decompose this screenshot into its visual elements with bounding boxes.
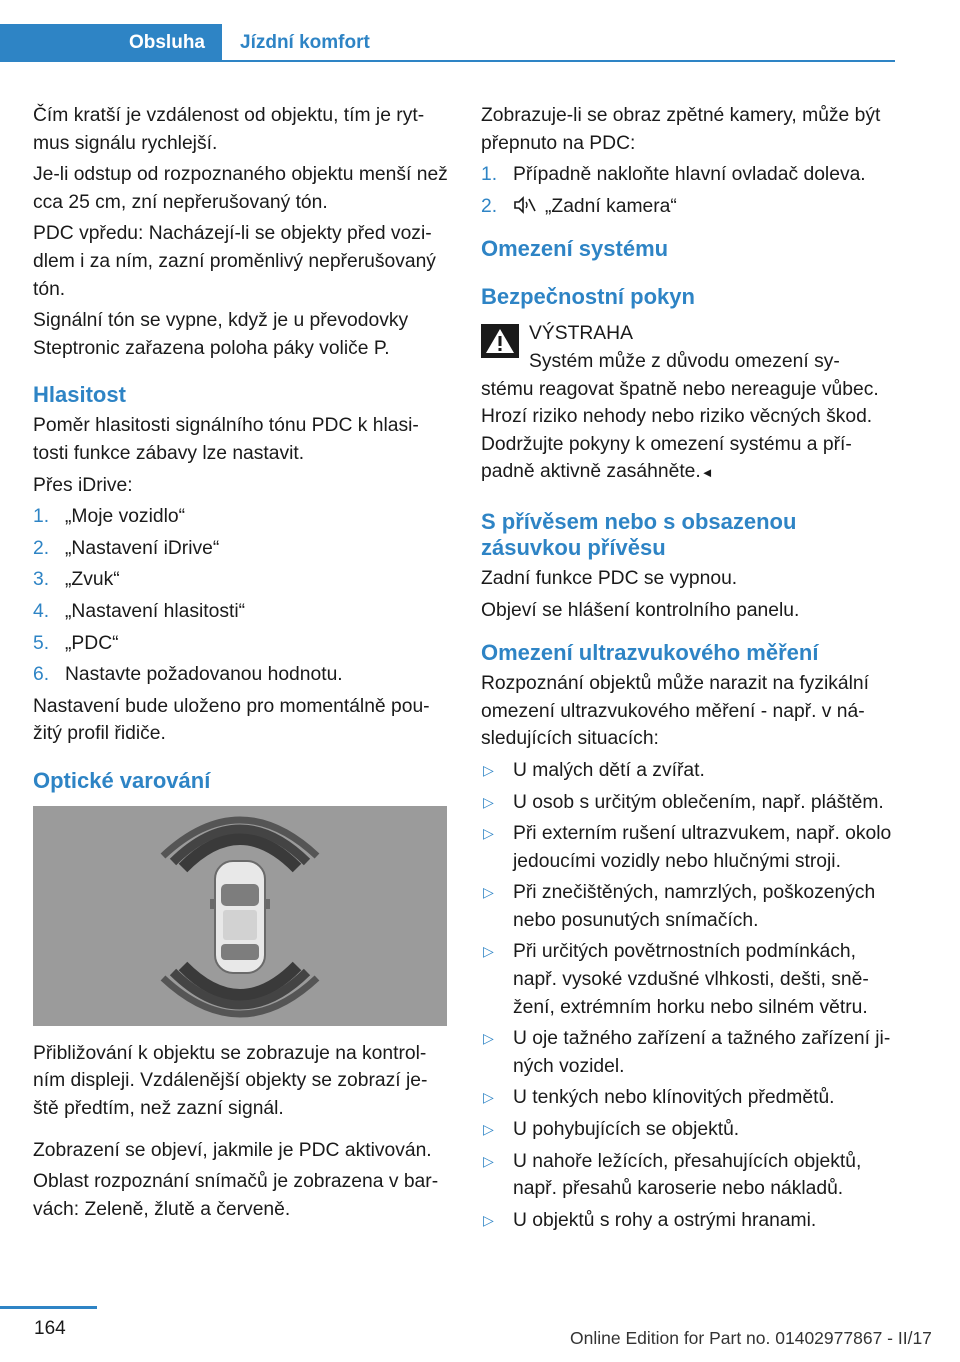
- limitations-list: [481, 757, 897, 1235]
- bullet-marker: ▷: [483, 761, 494, 778]
- list-item: [33, 630, 449, 658]
- step-number: 3.: [33, 569, 50, 591]
- list-item: [481, 820, 897, 875]
- pdc-display-illustration: [33, 806, 447, 1026]
- heading-safety-note: Bezpečnostní pokyn: [481, 284, 695, 310]
- step-number: 1.: [481, 164, 498, 186]
- heading-system-limits: Omezení systému: [481, 236, 669, 262]
- step-text: Případně nakloňte hlavní ovladač doleva.: [513, 164, 866, 186]
- heading-ultrasonic-limits: Omezení ultrazvukového měření: [481, 640, 819, 666]
- bullet-text: Při znečištěných, namrzlých, poškozených nebo posunutých snímačích.: [513, 882, 876, 931]
- bullet-marker: ▷: [483, 1089, 494, 1106]
- bullet-text: U malých dětí a zvířat.: [513, 759, 705, 781]
- bullet-text: U osob s určitým oblečením, např. pláštěm.: [513, 791, 884, 813]
- heading-volume: Hlasitost: [33, 382, 126, 408]
- list-item: [481, 193, 897, 223]
- step-text: „PDC“: [65, 632, 119, 654]
- step-number: 2.: [33, 537, 50, 559]
- list-item: [481, 1207, 897, 1235]
- paragraph: Objeví se hlášení kontrolního panelu.: [481, 599, 800, 621]
- paragraph: Přibližování k objektu se zobrazuje na kontrol-ním displeji. Vzdálenější objekty se zobrazí je-ště předtím, než zazní signál.: [33, 1042, 428, 1120]
- bullet-text: U pohybujících se objektů.: [513, 1119, 740, 1141]
- bullet-marker: ▷: [483, 1121, 494, 1138]
- bullet-marker: ▷: [483, 793, 494, 810]
- bullet-marker: ▷: [483, 1152, 494, 1169]
- car-sensors-graphic: [33, 806, 447, 1026]
- tab-obsluha[interactable]: Obsluha: [0, 24, 222, 62]
- paragraph: PDC vpředu: Nacházejí-li se objekty před vozi-dlem i za ním, zazní proměnlivý nepřerušovaný tón.: [33, 223, 436, 300]
- heading-trailer: S přívěsem nebo s obsazenou zásuvkou přívěsu: [481, 508, 797, 560]
- end-mark: ◄: [700, 465, 714, 481]
- pdc-icon: [513, 195, 537, 223]
- list-item: [481, 938, 897, 1021]
- list-item: [33, 535, 449, 563]
- bullet-marker: ▷: [483, 1211, 494, 1228]
- step-text: „Zadní kamera“: [545, 195, 677, 217]
- step-number: 6.: [33, 664, 50, 686]
- step-text: „Zvuk“: [65, 569, 120, 591]
- camera-steps-list: [481, 161, 897, 222]
- paragraph: Zobrazení se objeví, jakmile je PDC aktivován.: [33, 1139, 432, 1161]
- right-column: [481, 102, 897, 1238]
- bullet-text: U objektů s rohy a ostrými hranami.: [513, 1209, 817, 1231]
- warning-first-line: Systém může z důvodu omezení sy-: [529, 350, 840, 372]
- warning-body: [481, 376, 897, 487]
- chapter-tab-bar: [0, 24, 895, 62]
- bullet-marker: ▷: [483, 1030, 494, 1047]
- bullet-marker: ▷: [483, 943, 494, 960]
- list-item: [33, 661, 449, 689]
- list-item: [481, 879, 897, 934]
- bullet-marker: ▷: [483, 825, 494, 842]
- list-item: [481, 1116, 897, 1144]
- step-text: „Nastavení iDrive“: [65, 537, 220, 559]
- bullet-text: Při určitých povětrnostních podmínkách, např. vysoké vzdušné vlhkosti, dešti, sně-žení, extrémním horku nebo silném větru.: [513, 941, 869, 1018]
- paragraph: Zobrazuje-li se obraz zpětné kamery, může být přepnuto na PDC:: [481, 105, 881, 154]
- step-number: 1.: [33, 506, 50, 528]
- bullet-text: U nahoře ležících, přesahujících objektů, např. přesahů karoserie nebo nákladů.: [513, 1150, 862, 1200]
- page-number: 164: [34, 1318, 66, 1339]
- paragraph: Je-li odstup od rozpoznaného objektu menší než cca 25 cm, zní nepřerušovaný tón.: [33, 164, 448, 213]
- paragraph: Rozpoznání objektů může narazit na fyzikální omezení ultrazvukového měření - např. v ná-sledujících situacích:: [481, 673, 869, 750]
- list-item: [481, 161, 897, 189]
- list-item: [481, 1084, 897, 1112]
- paragraph: Signální tón se vypne, když je u převodovky Steptronic zařazena poloha páky voliče P.: [33, 310, 409, 359]
- list-item: [33, 503, 449, 531]
- step-text: Nastavte požadovanou hodnotu.: [65, 664, 343, 686]
- step-number: 4.: [33, 600, 50, 622]
- left-column: [33, 102, 449, 1227]
- paragraph: Poměr hlasitosti signálního tónu PDC k hlasi-tosti funkce zábavy lze nastavit.: [33, 415, 419, 464]
- bullet-text: Při externím rušení ultrazvukem, např. okolo jedoucími vozidly nebo hlučnými stroji.: [513, 823, 892, 872]
- paragraph: Nastavení bude uloženo pro momentálně pou-žitý profil řidiče.: [33, 695, 430, 745]
- paragraph: Oblast rozpoznání snímačů je zobrazena v bar-vách: Zeleně, žlutě a červeně.: [33, 1171, 439, 1220]
- paragraph: Přes iDrive:: [33, 474, 133, 496]
- step-text: „Moje vozidlo“: [65, 506, 186, 528]
- step-text: „Nastavení hlasitosti“: [65, 600, 246, 622]
- list-item: [481, 1025, 897, 1080]
- tab-underline: [222, 60, 895, 62]
- footer-accent-bar: [0, 1306, 97, 1309]
- list-item: [33, 566, 449, 594]
- bullet-text: U tenkých nebo klínovitých předmětů.: [513, 1087, 835, 1109]
- step-number: 2.: [481, 195, 498, 217]
- list-item: [481, 1148, 897, 1203]
- list-item: [33, 598, 449, 626]
- step-number: 5.: [33, 632, 50, 654]
- paragraph: Zadní funkce PDC se vypnou.: [481, 567, 738, 589]
- volume-steps-list: [33, 503, 449, 689]
- edition-note: Online Edition for Part no. 01402977867 - II/17: [570, 1328, 932, 1348]
- warning-text: stému reagovat špatně nebo nereaguje vůbec. Hrozí riziko nehody nebo riziko věcných škod. Dodržujte pokyny k omezení systému a pří-padně aktivně zasáhněte.: [481, 378, 879, 483]
- bullet-text: U oje tažného zařízení a tažného zařízení ji-ných vozidel.: [513, 1028, 891, 1077]
- paragraph: Čím kratší je vzdálenost od objektu, tím je ryt-mus signálu rychlejší.: [33, 105, 425, 154]
- warning-block: [481, 320, 897, 487]
- tab-jizdni-komfort[interactable]: Jízdní komfort: [240, 32, 370, 53]
- list-item: [481, 757, 897, 785]
- warning-triangle-icon: [481, 324, 519, 367]
- list-item: [481, 789, 897, 817]
- warning-title: VÝSTRAHA: [529, 323, 633, 345]
- bullet-marker: ▷: [483, 884, 494, 901]
- heading-visual-warning: Optické varování: [33, 767, 211, 793]
